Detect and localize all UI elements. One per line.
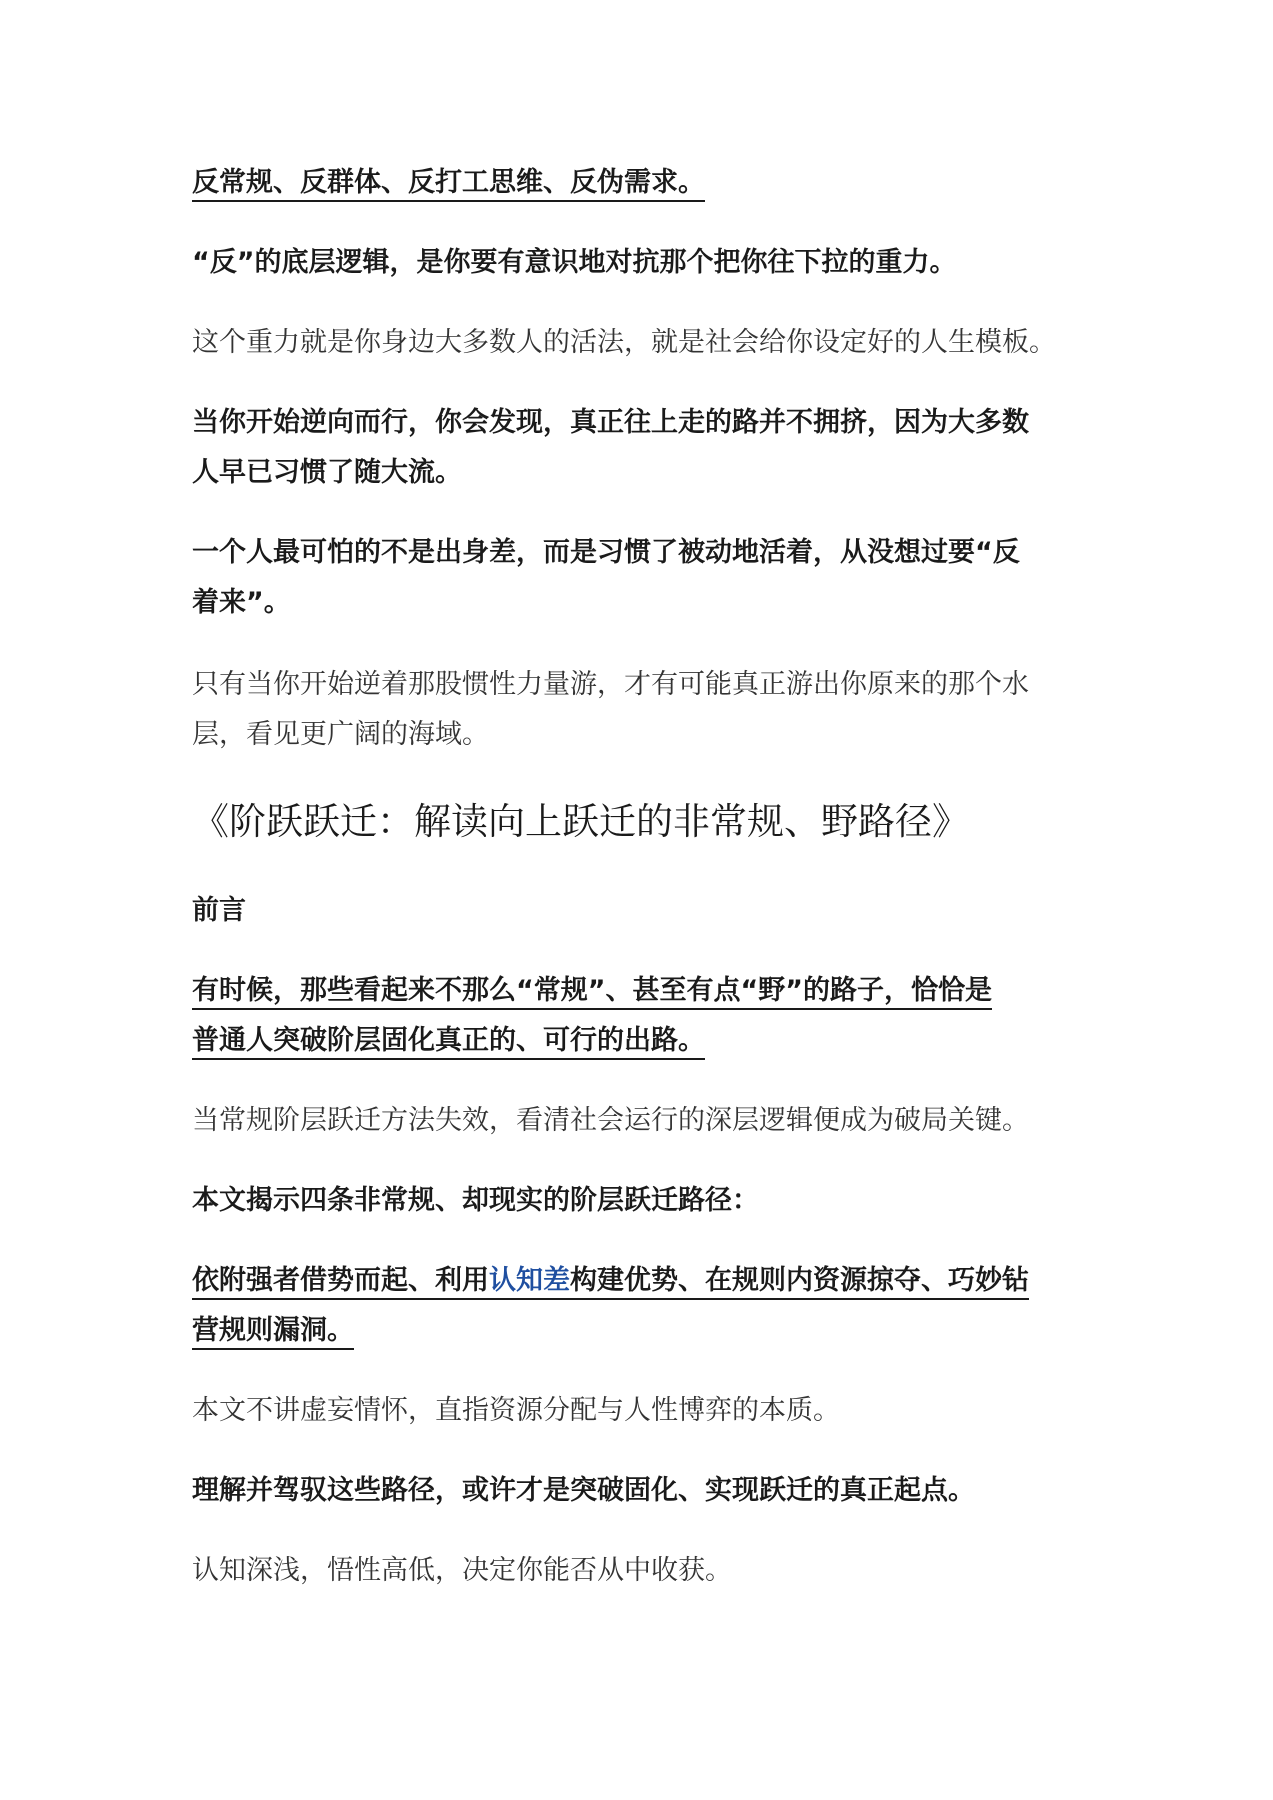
section-heading <box>192 886 1092 936</box>
paragraph-passive-living <box>192 528 1092 628</box>
paragraph-text: 本文不讲虚妄情怀，直指资源分配与人性博弈的本质。 <box>192 1395 840 1426</box>
paragraph-cognition <box>192 1546 1092 1596</box>
document-page <box>192 0 1092 1800</box>
paragraph-text: “反”的底层逻辑，是你要有意识地对抗那个把你往下拉的重力。 <box>192 247 957 278</box>
paragraph-path-list <box>192 1256 1092 1356</box>
cognitive-gap-link[interactable]: 认知差 <box>489 1265 570 1296</box>
paragraph-line-2: 人早已习惯了随大流。 <box>192 457 462 488</box>
paragraph-reverse-path <box>192 398 1092 498</box>
paragraph-line-1: 只有当你开始逆着那股惯性力量游，才有可能真正游出你原来的那个水 <box>192 669 1029 700</box>
paragraph-line-2: 普通人突破阶层固化真正的、可行的出路。 <box>192 1025 705 1056</box>
paragraph-line-2: 营规则漏洞。 <box>192 1315 354 1346</box>
paragraph-starting-point <box>192 1466 1092 1516</box>
paragraph-text: 反常规、反群体、反打工思维、反伪需求。 <box>192 167 705 198</box>
paragraph-text: 这个重力就是你身边大多数人的活法，就是社会给你设定好的人生模板。 <box>192 327 1056 358</box>
paragraph-gravity <box>192 318 1092 368</box>
paragraph-deep-logic <box>192 1096 1092 1146</box>
paragraph-text: 认知深浅，悟性高低，决定你能否从中收获。 <box>192 1555 732 1586</box>
paragraph-text: 本文揭示四条非常规、却现实的阶层跃迁路径： <box>192 1185 759 1216</box>
paragraph-anti-list <box>192 158 1092 208</box>
document-title: 《阶跃跃迁：解读向上跃迁的非常规、野路径》 <box>192 800 969 843</box>
paragraph-essence <box>192 1386 1092 1436</box>
paragraph-line-1-end: 构建优势、在规则内资源掠夺、巧妙钻 <box>570 1265 1029 1296</box>
paragraph-text: 理解并驾驭这些路径，或许才是突破固化、实现跃迁的真正起点。 <box>192 1475 975 1506</box>
paragraph-four-paths <box>192 1176 1092 1226</box>
paragraph-line-2: 层，看见更广阔的海域。 <box>192 719 489 750</box>
paragraph-anti-logic <box>192 238 1092 288</box>
paragraph-swim-out <box>192 660 1092 760</box>
paragraph-line-1-start: 依附强者借势而起、利用 <box>192 1265 489 1296</box>
paragraph-line-1: 当你开始逆向而行，你会发现，真正往上走的路并不拥挤，因为大多数 <box>192 407 1029 438</box>
section-heading-text: 前言 <box>192 895 246 926</box>
paragraph-wild-paths <box>192 966 1092 1066</box>
paragraph-line-1: 一个人最可怕的不是出身差，而是习惯了被动地活着，从没想过要“反 <box>192 537 1020 568</box>
paragraph-line-2: 着来”。 <box>192 587 291 618</box>
paragraph-line-1: 有时候，那些看起来不那么“常规”、甚至有点“野”的路子，恰恰是 <box>192 975 992 1006</box>
paragraph-text: 当常规阶层跃迁方法失效，看清社会运行的深层逻辑便成为破局关键。 <box>192 1105 1029 1136</box>
